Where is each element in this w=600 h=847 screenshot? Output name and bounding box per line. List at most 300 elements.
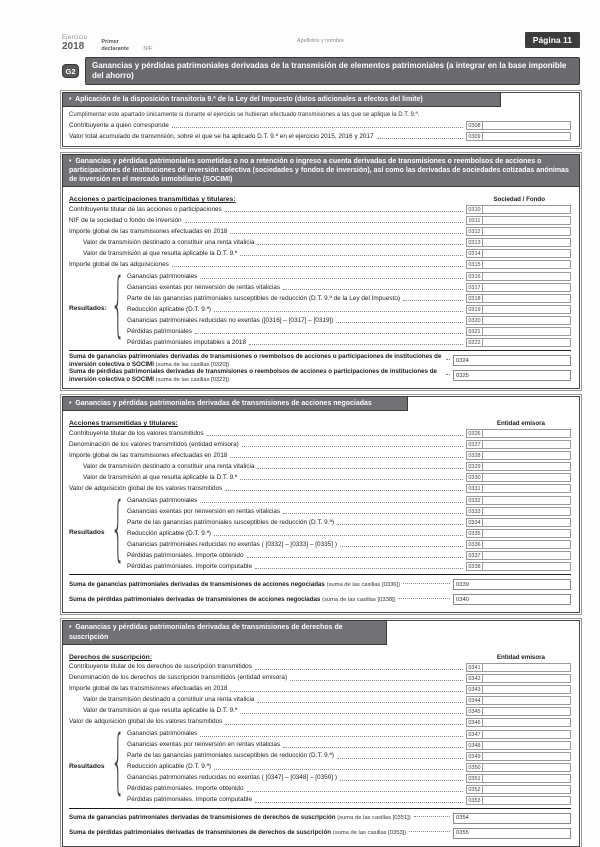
field-label: Contribuyente titular de los derechos de suscripción transmitidos	[69, 663, 252, 671]
sum-input-field[interactable]	[453, 370, 571, 381]
box-number: 0314	[466, 249, 483, 258]
form-row	[69, 471, 571, 482]
box-number: 0315	[466, 260, 483, 269]
field-label: Ganancias patrimoniales reducidas no exentas ( [0347] – [0348] – [0350] )	[127, 774, 337, 782]
field-label: Valor de transmisión destinado a constituir una renta vitalicia	[83, 238, 255, 246]
box-number: 0354	[456, 815, 469, 822]
dotted-leader	[249, 344, 463, 345]
sum-input-field[interactable]	[453, 594, 571, 605]
box-number: 0331	[466, 484, 483, 493]
box-number: 0324	[456, 357, 469, 364]
dotted-leader	[414, 816, 450, 817]
dotted-leader	[207, 435, 463, 436]
section-acciones	[62, 396, 580, 613]
form-row	[69, 258, 571, 269]
input-field[interactable]	[483, 294, 571, 303]
dotted-leader	[377, 138, 463, 139]
field-label: Ganancias exentas por reinversión en rentas vitalicias	[127, 741, 281, 749]
input-field[interactable]	[483, 685, 571, 694]
input-field[interactable]	[483, 752, 571, 761]
input-field[interactable]	[483, 718, 571, 727]
form-row	[127, 505, 571, 516]
section-g2-title-row	[62, 57, 580, 85]
box-number: 0311	[466, 216, 483, 225]
input-field[interactable]	[483, 429, 571, 438]
form-row	[127, 750, 571, 761]
box-number: 0308	[466, 121, 483, 130]
sum-label-text: Suma de ganancias patrimoniales derivadas de transmisiones o reembolsos de acciones o participaciones de instituciones de inversión colectiva o SOCIMI	[69, 353, 442, 368]
dotted-leader	[200, 502, 463, 503]
input-field[interactable]	[483, 260, 571, 269]
sum-note: (suma de las casillas [0320])	[155, 361, 230, 368]
sum-row	[69, 826, 571, 841]
section-derechos	[62, 620, 580, 846]
dotted-leader	[255, 802, 463, 803]
form-row	[127, 325, 571, 336]
section-bullet-icon: •	[69, 624, 76, 632]
input-field[interactable]	[483, 529, 571, 538]
section-iic-title: Ganancias y pérdidas patrimoniales sometidas o no a retención o ingreso a cuenta derivadas de transmisiones o reembolsos de acciones o participaciones de instituciones de inversión colectiva (sociedades y fondos de inversión), así como las derivadas de sociedades cotizadas anónimas de inversión en el mercado inmobiliario (SOCIMI)	[69, 158, 569, 184]
field-label: Contribuyente a quien corresponde	[69, 121, 169, 129]
dotted-leader	[257, 468, 463, 469]
field-label: Ganancias patrimoniales reducidas no exentas ([0316] – [0317] – [0319])	[127, 316, 334, 324]
input-field[interactable]	[483, 674, 571, 683]
sum-label-text: Suma de pérdidas patrimoniales derivadas de transmisiones o reembolsos de acciones o participaciones de instituciones de inversión colectiva o SOCIMI	[69, 368, 437, 383]
dotted-leader	[200, 736, 463, 737]
input-field[interactable]	[483, 774, 571, 783]
dotted-leader	[399, 598, 450, 599]
field-label: Denominación de los valores transmitidos (entidad emisora)	[69, 441, 239, 449]
box-number: 0351	[466, 774, 483, 783]
field-label: Contribuyente titular de las acciones o participaciones	[69, 205, 222, 213]
sum-label	[69, 814, 411, 822]
form-row	[127, 761, 571, 772]
box-number: 0341	[466, 663, 483, 672]
input-field[interactable]	[483, 741, 571, 750]
section-dt9	[62, 92, 580, 147]
input-field[interactable]	[483, 216, 571, 225]
field-label: Ganancias patrimoniales	[127, 497, 198, 505]
dotted-leader	[257, 702, 463, 703]
field-label: Pérdidas patrimoniales. Importe obtenido	[127, 785, 244, 793]
acciones-subhead-row	[69, 414, 571, 427]
box-number: 0312	[466, 227, 483, 236]
form-row	[69, 236, 571, 247]
derechos-sum-rows	[69, 811, 571, 841]
dotted-leader	[225, 724, 463, 725]
iic-results-label: Resultados:	[69, 305, 107, 313]
brace-icon: {	[111, 491, 125, 572]
dotted-leader	[172, 127, 463, 128]
sum-label-text: Suma de pérdidas patrimoniales derivadas de transmisiones de acciones negociadas	[69, 596, 321, 604]
input-field[interactable]	[483, 484, 571, 493]
form-row	[127, 739, 571, 750]
acciones-results-block	[69, 491, 571, 572]
dotted-leader	[195, 333, 463, 334]
dotted-leader	[225, 490, 463, 491]
dotted-leader	[255, 568, 463, 569]
input-field[interactable]	[483, 238, 571, 247]
form-row	[127, 728, 571, 739]
input-field[interactable]	[483, 283, 571, 292]
input-field[interactable]	[483, 518, 571, 527]
form-row	[69, 482, 571, 493]
form-row	[127, 783, 571, 794]
input-field[interactable]	[483, 132, 571, 141]
apellidos-label: Apellidos y nombre	[297, 38, 344, 44]
dotted-leader	[446, 374, 450, 375]
form-row	[69, 716, 571, 727]
derechos-results-block	[69, 724, 571, 805]
box-number: 0347	[466, 730, 483, 739]
field-label: Reducción aplicable (D.T. 9.ª)	[127, 305, 212, 313]
box-number: 0333	[466, 507, 483, 516]
field-label: Contribuyente titular de los valores transmitidos	[69, 430, 204, 438]
page-header	[62, 28, 580, 52]
input-field[interactable]	[483, 227, 571, 236]
box-number: 0337	[466, 551, 483, 560]
derechos-subhead-row	[69, 648, 571, 661]
form-row	[69, 705, 571, 716]
dotted-leader	[337, 758, 463, 759]
input-field[interactable]	[483, 462, 571, 471]
dotted-leader	[230, 691, 463, 692]
field-label: Denominación de los derechos de suscripción transmitidos (entidad emisora)	[69, 674, 288, 682]
section-bullet-icon: •	[69, 96, 76, 103]
field-label: Importe global de las transmisiones efectuadas en 2018	[69, 452, 228, 460]
derechos-results-label: Resultados	[69, 762, 105, 770]
acciones-column-header: Entidad emisora	[496, 420, 545, 428]
box-number: 0325	[456, 372, 469, 379]
dotted-leader	[240, 713, 463, 714]
sum-label	[69, 368, 443, 383]
acciones-sum-rows	[69, 577, 571, 607]
sum-label	[69, 596, 396, 604]
input-field[interactable]	[483, 796, 571, 805]
sum-note: (suma de las casillas [0338])	[322, 597, 396, 604]
box-number: 0322	[466, 338, 483, 347]
field-label: Pérdidas patrimoniales imputables a 2018	[127, 338, 247, 346]
field-label: Valor de transmisión al que resulta aplicable la D.T. 9.ª	[83, 707, 238, 715]
sum-row	[69, 577, 571, 592]
sum-input-field[interactable]	[453, 828, 571, 839]
form-row	[69, 438, 571, 449]
box-number: 0348	[466, 741, 483, 750]
acciones-result-rows	[127, 494, 571, 571]
input-field[interactable]	[483, 316, 571, 325]
field-label: Valor de transmisión al que resulta aplicable la D.T. 9.ª	[83, 249, 238, 257]
form-row	[127, 560, 571, 571]
box-number: 0353	[466, 796, 483, 805]
box-number: 0329	[466, 462, 483, 471]
dotted-leader	[230, 233, 463, 234]
box-number: 0330	[466, 473, 483, 482]
field-label: Importe global de las adquisiciones	[69, 260, 169, 268]
input-field[interactable]	[483, 305, 571, 314]
brace-icon: {	[111, 724, 125, 805]
form-row	[69, 203, 571, 214]
dotted-leader	[185, 222, 463, 223]
dotted-leader	[340, 780, 463, 781]
field-label: Ganancias patrimoniales	[127, 272, 198, 280]
box-number: 0334	[466, 518, 483, 527]
input-field[interactable]	[483, 473, 571, 482]
input-field[interactable]	[483, 121, 571, 130]
form-row	[127, 772, 571, 783]
acciones-rows	[69, 427, 571, 493]
input-field[interactable]	[483, 707, 571, 716]
form-row	[69, 683, 571, 694]
input-field[interactable]	[483, 327, 571, 336]
sum-note: (suma de las casillas [0336])	[326, 582, 401, 589]
iic-sum-rows	[69, 353, 571, 383]
box-number: 0320	[466, 316, 483, 325]
form-row	[69, 427, 571, 438]
input-field[interactable]	[483, 451, 571, 460]
form-row	[69, 119, 571, 130]
box-number: 0352	[466, 785, 483, 794]
field-label: Valor de transmisión destinado a constituir una renta vitalicia	[83, 463, 255, 471]
box-number: 0355	[456, 830, 469, 837]
section-dt9-header	[62, 92, 501, 107]
field-label: Ganancias patrimoniales reducidas no exentas ( [0332] – [0333] – [0335] )	[127, 541, 337, 549]
iic-result-rows	[127, 270, 571, 347]
dotted-leader	[172, 266, 463, 267]
g2-title: Ganancias y pérdidas patrimoniales derivadas de la transmisión de elementos patrimoniales (a integrar en la base imponible del ahorro)	[85, 57, 580, 85]
field-label: Ganancias exentas por reinversión de rentas vitalicias	[127, 283, 281, 291]
form-row	[69, 661, 571, 672]
dotted-leader	[337, 524, 463, 525]
section-bullet-icon: •	[69, 400, 76, 408]
dotted-leader	[200, 278, 463, 279]
page-number-badge: Página 11	[525, 32, 580, 48]
input-field[interactable]	[483, 507, 571, 516]
sum-row	[69, 811, 571, 826]
field-label: NIF de la sociedad o fondo de inversión	[69, 216, 182, 224]
dotted-leader	[283, 513, 463, 514]
input-field[interactable]	[483, 440, 571, 449]
form-row	[127, 303, 571, 314]
input-field[interactable]	[483, 562, 571, 571]
box-number: 0309	[466, 132, 483, 141]
box-number: 0327	[466, 440, 483, 449]
box-number: 0350	[466, 763, 483, 772]
box-number: 0340	[456, 596, 469, 603]
box-number: 0321	[466, 327, 483, 336]
dotted-leader	[230, 457, 463, 458]
field-label: Pérdidas patrimoniales. Importe obtenido	[127, 552, 244, 560]
field-label: Ganancias exentas por reinversión en rentas vitalicias	[127, 508, 281, 516]
section-dt9-body	[63, 107, 579, 146]
box-number: 0317	[466, 283, 483, 292]
input-field[interactable]	[483, 540, 571, 549]
input-field[interactable]	[483, 785, 571, 794]
sum-label-text: Suma de pérdidas patrimoniales derivadas de transmisiones de derechos de suscripción	[69, 829, 332, 837]
dotted-leader	[290, 680, 463, 681]
field-label: Parte de las ganancias patrimoniales susceptibles de reducción (D.T. 9.ª de la Ley del Impuesto)	[127, 294, 401, 302]
input-field[interactable]	[483, 496, 571, 505]
section-iic-body	[63, 187, 579, 388]
sum-input-field[interactable]	[453, 579, 571, 590]
input-field[interactable]	[483, 696, 571, 705]
ejercicio-block	[62, 35, 87, 52]
section-iic	[62, 154, 580, 389]
field-label: Valor total acumulado de transmisión, sobre el que se ha aplicado D.T. 9.ª en el ejercicio 2015, 2016 y 2017	[69, 132, 374, 140]
ejercicio-label: Ejercicio	[62, 35, 88, 41]
divider	[69, 350, 571, 351]
sum-label-text: Suma de ganancias patrimoniales derivadas de transmisiones de derechos de suscripción	[69, 814, 336, 822]
form-row	[127, 494, 571, 505]
dotted-leader	[247, 557, 463, 558]
derechos-column-header: Entidad emisora	[496, 653, 545, 661]
derechos-subhead: Derechos de suscripción:	[69, 653, 153, 661]
dt9-rows	[69, 119, 571, 141]
g2-badge: G2	[62, 64, 79, 78]
box-number: 0344	[466, 696, 483, 705]
form-row	[69, 130, 571, 141]
form-row	[127, 281, 571, 292]
dotted-leader	[225, 211, 463, 212]
sum-input-field[interactable]	[453, 813, 571, 824]
dotted-leader	[403, 583, 450, 584]
form-row	[127, 270, 571, 281]
sum-note: (suma de las casillas [0351])	[337, 815, 411, 822]
box-number: 0338	[466, 562, 483, 571]
field-label: Reducción aplicable (D.T. 9.ª)	[127, 763, 212, 771]
derechos-result-rows	[127, 728, 571, 805]
sum-label-text: Suma de ganancias patrimoniales derivadas de transmisiones de acciones negociadas	[69, 581, 325, 589]
input-field[interactable]	[483, 551, 571, 560]
nif-label: NIF	[143, 46, 153, 52]
section-iic-header	[62, 154, 580, 187]
box-number: 0328	[466, 451, 483, 460]
iic-subhead-row	[69, 190, 571, 203]
box-number: 0345	[466, 707, 483, 716]
input-field[interactable]	[483, 763, 571, 772]
form-row	[69, 214, 571, 225]
dotted-leader	[257, 244, 463, 245]
field-label: Pérdidas patrimoniales. Importe computable	[127, 563, 253, 571]
form-row	[127, 549, 571, 560]
section-acciones-title: Ganancias y pérdidas patrimoniales derivadas de transmisiones de acciones negociadas	[75, 400, 372, 408]
field-label: Pérdidas patrimoniales. Importe computable	[127, 796, 253, 804]
sum-row	[69, 592, 571, 607]
form-row	[127, 292, 571, 303]
input-field[interactable]	[483, 730, 571, 739]
ejercicio-year: 2018	[62, 41, 85, 52]
box-number: 0335	[466, 529, 483, 538]
field-label: Valor de transmisión destinado a constituir una renta vitalicia	[83, 696, 255, 704]
form-row	[127, 336, 571, 347]
dotted-leader	[409, 831, 450, 832]
section-acciones-header	[62, 396, 408, 411]
divider	[69, 574, 571, 575]
form-row	[69, 460, 571, 471]
sum-note: (suma de las casillas [0322])	[155, 376, 230, 383]
form-row	[69, 694, 571, 705]
dotted-leader	[240, 255, 463, 256]
box-number: 0342	[466, 674, 483, 683]
dotted-leader	[214, 311, 463, 312]
section-derechos-header	[62, 620, 387, 644]
sum-row	[69, 368, 571, 383]
iic-column-header: Sociedad / Fondo	[493, 196, 545, 204]
sum-label	[69, 581, 400, 589]
sum-note: (suma de las casillas [0353])	[332, 830, 407, 837]
dotted-leader	[247, 791, 463, 792]
form-row	[69, 449, 571, 460]
iic-results-block	[69, 267, 571, 348]
dotted-leader	[336, 322, 463, 323]
form-row	[127, 314, 571, 325]
section-bullet-icon: •	[69, 158, 76, 166]
acciones-subhead: Acciones transmitidas y titulares:	[69, 420, 178, 428]
dotted-leader	[446, 359, 450, 360]
input-field[interactable]	[483, 663, 571, 672]
dotted-leader	[403, 300, 463, 301]
dotted-leader	[283, 747, 463, 748]
field-label: Valor de transmisión al que resulta aplicable la D.T. 9.ª	[83, 474, 238, 482]
field-label: Parte de las ganancias patrimoniales susceptibles de reducción (D.T. 9.ª)	[127, 519, 334, 527]
dotted-leader	[242, 446, 463, 447]
box-number: 0319	[466, 305, 483, 314]
field-label: Importe global de las transmisiones efectuadas en 2018	[69, 685, 228, 693]
sum-row	[69, 353, 571, 368]
acciones-results-label: Resultados	[69, 529, 105, 537]
dotted-leader	[240, 479, 463, 480]
box-number: 0313	[466, 238, 483, 247]
box-number: 0336	[466, 540, 483, 549]
brace-icon: {	[111, 267, 125, 348]
box-number: 0318	[466, 294, 483, 303]
field-label: Valor de adquisición global de los valores transmitidos	[69, 718, 223, 726]
field-label: Pérdidas patrimoniales	[127, 327, 193, 335]
box-number: 0349	[466, 752, 483, 761]
form-row	[127, 516, 571, 527]
sum-label	[69, 829, 406, 837]
form-row	[127, 794, 571, 805]
iic-subhead: Acciones o participaciones transmitidas y titulares:	[69, 196, 236, 204]
dotted-leader	[214, 769, 463, 770]
box-number: 0339	[456, 581, 469, 588]
box-number: 0346	[466, 718, 483, 727]
box-number: 0316	[466, 272, 483, 281]
form-row	[69, 672, 571, 683]
dotted-leader	[283, 289, 463, 290]
dotted-leader	[340, 546, 463, 547]
sum-label	[69, 353, 443, 368]
field-label: Parte de las ganancias patrimoniales susceptibles de reducción (D.T. 9.ª)	[127, 752, 334, 760]
iic-rows	[69, 203, 571, 269]
field-label: Ganancias patrimoniales	[127, 730, 198, 738]
field-label: Importe global de las transmisiones efectuadas en 2018	[69, 227, 228, 235]
sum-input-field[interactable]	[453, 355, 571, 366]
field-label: Reducción aplicable (D.T. 9.ª)	[127, 530, 212, 538]
input-field[interactable]	[483, 249, 571, 258]
form-row	[69, 225, 571, 236]
dotted-leader	[255, 669, 463, 670]
field-label: Valor de adquisición global de los valores transmitidos	[69, 485, 223, 493]
input-field[interactable]	[483, 272, 571, 281]
box-number: 0310	[466, 205, 483, 214]
section-acciones-body	[63, 411, 579, 612]
form-row	[127, 538, 571, 549]
input-field[interactable]	[483, 205, 571, 214]
input-field[interactable]	[483, 338, 571, 347]
form-page	[62, 28, 580, 847]
section-dt9-title: Aplicación de la disposición transitoria 9.ª de la Ley del Impuesto (datos adicionales a efectos del límite)	[75, 96, 423, 103]
section-derechos-title: Ganancias y pérdidas patrimoniales derivadas de transmisiones de derechos de suscripción	[69, 624, 343, 641]
